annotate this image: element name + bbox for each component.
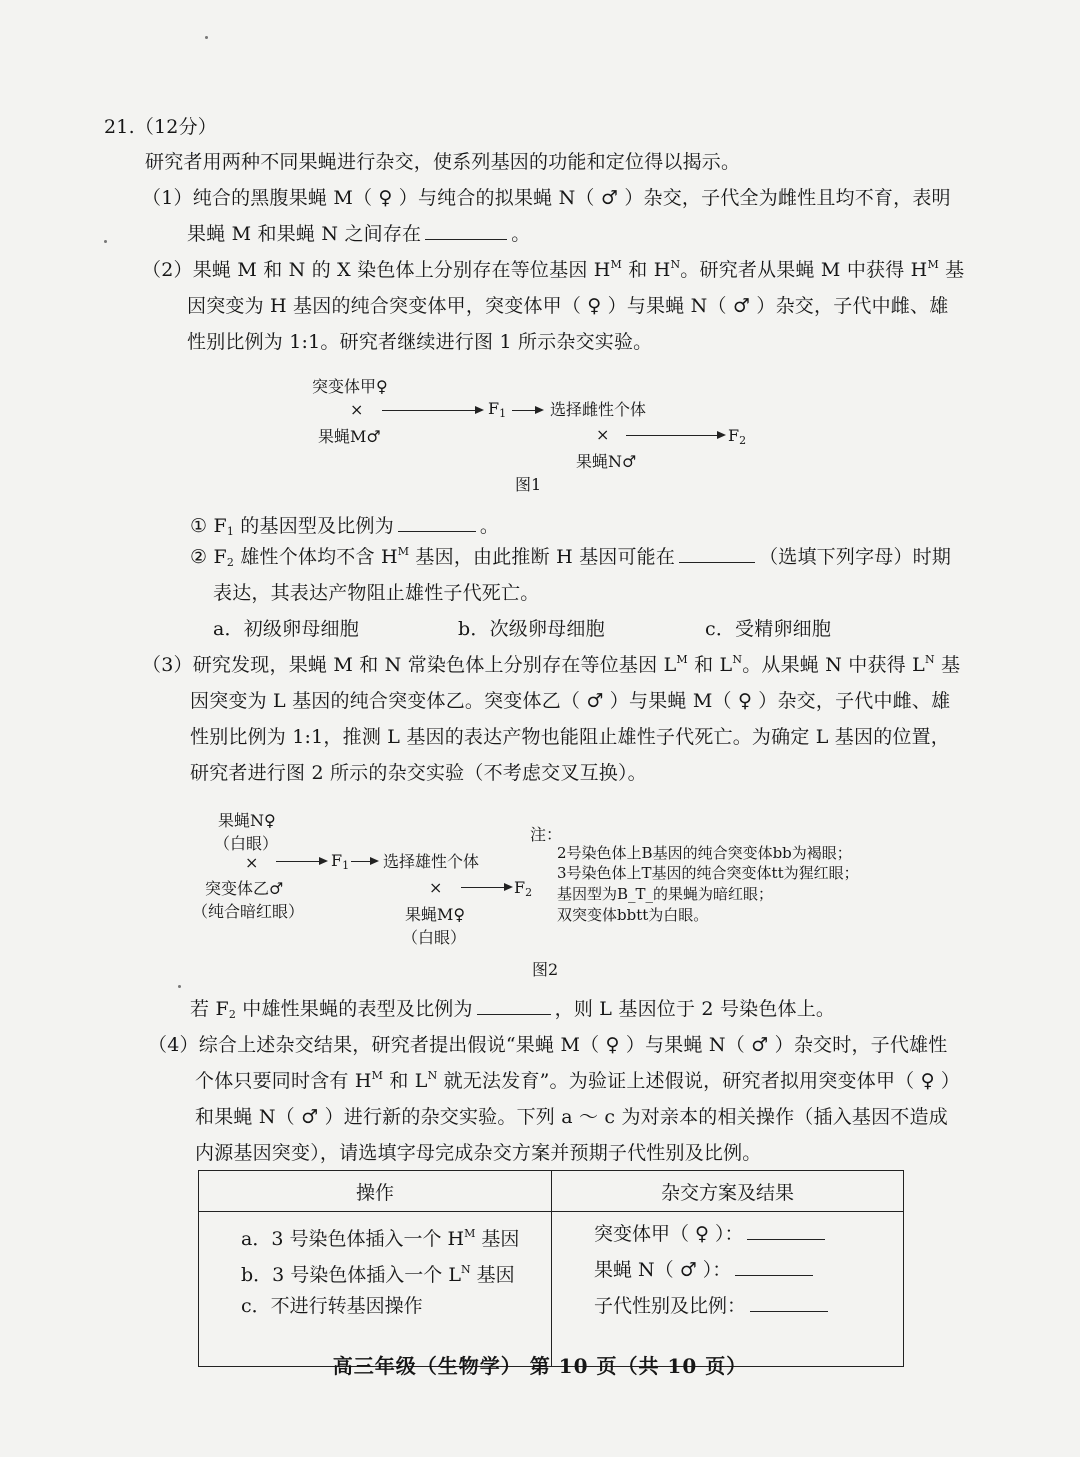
fig2-note-3: 基因型为B_T_的果蝇为暗红眼； — [557, 885, 774, 903]
subq3: 若 $F_2$ 中雄性果蝇的表型及比例为 ，则 L 基因位于 2 号染色体上。 — [190, 998, 836, 1021]
operation-c: c．不进行转基因操作 — [241, 1295, 423, 1317]
fig1-f2: $F_2$ — [728, 426, 747, 447]
scan-speck — [205, 36, 208, 39]
fig2-parent-male: 突变体乙♂ — [205, 879, 284, 898]
table-header-ops: 操作 — [199, 1171, 552, 1212]
operations-table — [198, 1170, 904, 1367]
fig1-arrow-2 — [512, 410, 542, 411]
fig2-female-2: 果蝇M♀ — [405, 905, 466, 924]
part3-line2: 因突变为 L 基因的纯合突变体乙。突变体乙（ ♂ ）与果蝇 M（ ♀ ）杂交，子代中雌、雄 — [190, 690, 951, 712]
part2-line2: 因突变为 H 基因的纯合突变体甲，突变体甲（ ♀ ）与果蝇 N（ ♂ ）杂交，子代中雌、雄 — [187, 295, 949, 317]
subq2-line2: 表达，其表达产物阻止雄性子代死亡。 — [213, 582, 540, 604]
answer-blank[interactable] — [735, 1274, 813, 1276]
answer-blank[interactable] — [425, 238, 507, 240]
answer-blank[interactable] — [398, 530, 476, 532]
part2-line3: 性别比例为 1:1。研究者继续进行图 1 所示杂交实验。 — [187, 331, 653, 353]
fig1-caption: 图1 — [515, 475, 542, 494]
part1-line1: （1）纯合的黑腹果蝇 M（ ♀ ）与纯合的拟果蝇 N（ ♂ ）杂交，子代全为雌性且均不育，表明 — [142, 187, 951, 209]
option-b: b．次级卵母细胞 — [458, 618, 605, 640]
table-header-results: 杂交方案及结果 — [552, 1171, 904, 1212]
result-fly-n-male: 果蝇 N（ ♂ ）： — [552, 1252, 903, 1288]
part2-line1: （2）果蝇 M 和 N 的 X 染色体上分别存在等位基因 $H^M$ 和 $H^N$。研究者从果蝇 M 中获得 $H^M$ 基 — [142, 258, 965, 281]
fig2-female-2-eye: （白眼） — [402, 928, 467, 947]
fig2-select: 选择雄性个体 — [383, 852, 480, 871]
part4-line3: 和果蝇 N（ ♂ ）进行新的杂交实验。下列 a ～ c 为对亲本的相关操作（插入基因不造成 — [195, 1106, 948, 1128]
page-footer: 高三年级（生物学） 第 10 页（共 10 页） — [332, 1354, 748, 1378]
fig2-cross-symbol-2: × — [429, 878, 443, 897]
fig2-f1: $F_1$ — [331, 851, 350, 872]
operation-a: a．3 号染色体插入一个 $H^M$ 基因 — [241, 1227, 520, 1250]
answer-blank[interactable] — [750, 1310, 828, 1312]
fig2-note-2: 3号染色体上T基因的纯合突变体tt为猩红眼； — [557, 864, 859, 882]
fig1-parent-female: 突变体甲♀ — [312, 377, 388, 396]
answer-blank[interactable] — [679, 561, 755, 563]
fig1-f1: $F_1$ — [488, 399, 507, 420]
fig2-f2: $F_2$ — [514, 878, 533, 899]
fig2-note-4: 双突变体bbtt为白眼。 — [557, 906, 709, 924]
fig2-cross-symbol: × — [245, 853, 259, 872]
option-c: c．受精卵细胞 — [705, 618, 832, 640]
fig2-arrow-1 — [276, 861, 326, 862]
fig1-select: 选择雌性个体 — [550, 400, 647, 419]
fig1-cross-symbol: × — [350, 400, 364, 419]
fig2-caption: 图2 — [532, 960, 559, 979]
scan-speck — [104, 240, 107, 243]
part4-line1: （4）综合上述杂交结果，研究者提出假说“果蝇 M（ ♀ ）与果蝇 N（ ♂ ）杂交时，子代雄性 — [148, 1034, 948, 1056]
question-header: 21.（12分） — [104, 116, 217, 138]
part4-line2: 个体只要同时含有 $H^M$ 和 $L^N$ 就无法发育”。为验证上述假说，研究者拟用突变体甲（ ♀ ） — [195, 1069, 961, 1092]
fig2-note-title: 注： — [530, 825, 563, 844]
fig2-female-eye: （白眼） — [214, 834, 279, 853]
operations-cell — [199, 1212, 552, 1367]
fig2-parent-female: 果蝇N♀ — [218, 811, 276, 830]
fig1-male-2: 果蝇N♂ — [576, 452, 637, 471]
option-a: a．初级卵母细胞 — [213, 618, 359, 640]
question-intro: 研究者用两种不同果蝇进行杂交，使系列基因的功能和定位得以揭示。 — [145, 151, 741, 173]
answer-blank[interactable] — [477, 1013, 551, 1015]
operation-b: b．3 号染色体插入一个 $L^N$ 基因 — [241, 1263, 515, 1286]
result-offspring: 子代性别及比例： — [552, 1288, 903, 1324]
answer-blank[interactable] — [747, 1238, 825, 1240]
fig2-male-eye: （纯合暗红眼） — [192, 902, 305, 921]
fig2-arrow-3 — [461, 887, 511, 888]
part3-line1: （3）研究发现，果蝇 M 和 N 常染色体上分别存在等位基因 $L^M$ 和 $L^N$。从果蝇 N 中获得 $L^N$ 基 — [142, 653, 961, 676]
fig1-cross-symbol-2: × — [596, 425, 610, 444]
fig1-parent-male: 果蝇M♂ — [318, 427, 381, 446]
fig1-arrow-3 — [626, 435, 724, 436]
fig1-arrow-1 — [382, 410, 482, 411]
results-cell — [552, 1212, 904, 1367]
fig2-note-1: 2号染色体上B基因的纯合突变体bb为褐眼； — [557, 844, 852, 862]
fig2-arrow-2 — [351, 861, 377, 862]
subq1: ① $F_1$ 的基因型及比例为 。 — [190, 515, 500, 538]
result-mutant-female: 突变体甲（ ♀ ）： — [552, 1216, 903, 1252]
scan-speck — [178, 985, 181, 988]
subq2-line1: ② $F_2$ 雄性个体均不含 $H^M$ 基因，由此推断 H 基因可能在 （选填下列字母）时期 — [190, 545, 952, 569]
part3-line3: 性别比例为 1:1，推测 L 基因的表达产物也能阻止雄性子代死亡。为确定 L 基因的位置， — [190, 726, 951, 748]
part3-line4: 研究者进行图 2 所示的杂交实验（不考虑交叉互换）。 — [190, 762, 647, 784]
part4-line4: 内源基因突变），请选填字母完成杂交方案并预期子代性别及比例。 — [195, 1142, 762, 1164]
part1-line2: 果蝇 M 和果蝇 N 之间存在 。 — [187, 223, 531, 245]
